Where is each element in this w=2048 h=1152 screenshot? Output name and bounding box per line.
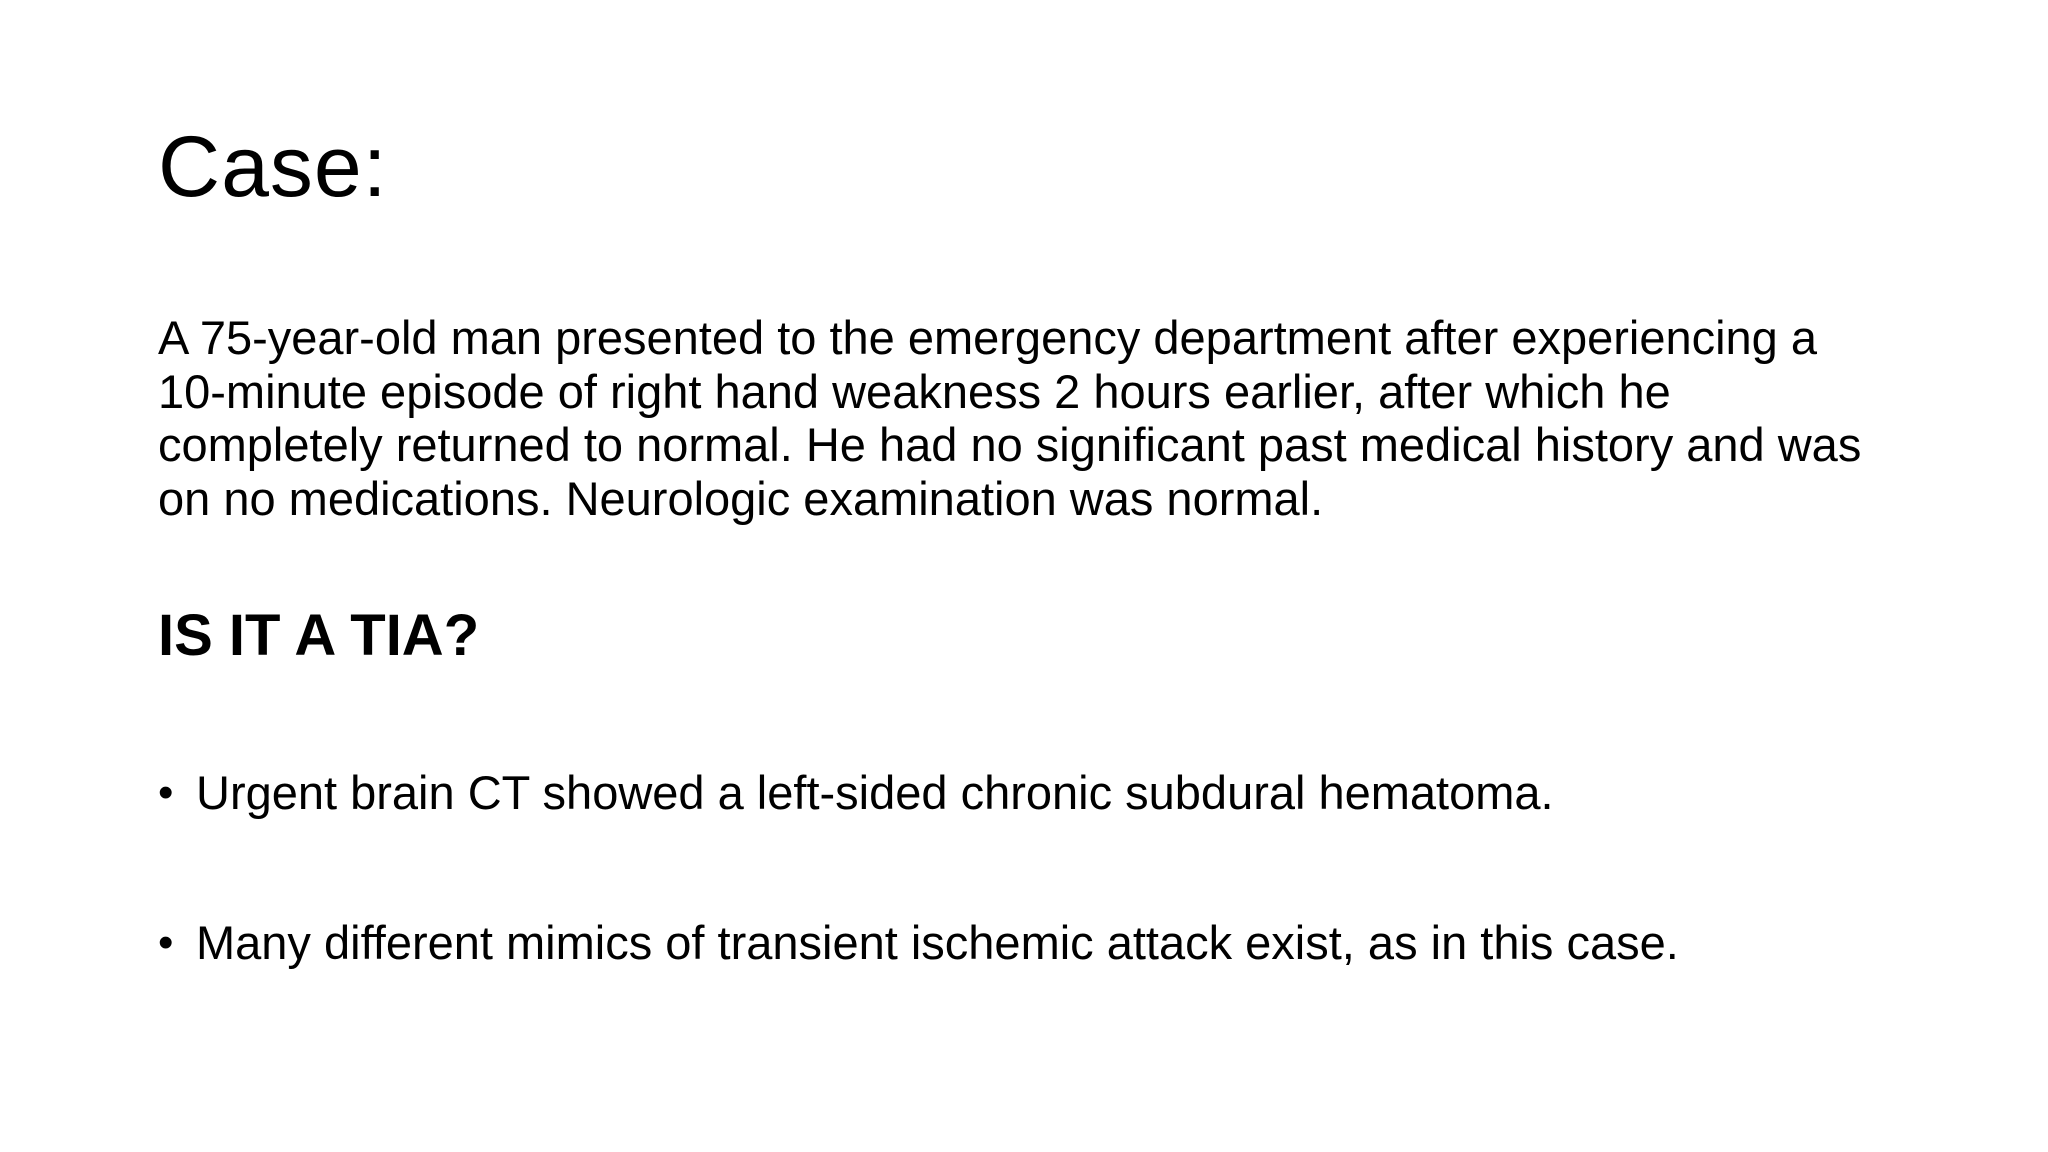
- bullet-item: [158, 765, 1958, 821]
- bullet-dot-icon: •: [158, 768, 174, 817]
- bullet-item: [158, 915, 1958, 971]
- case-description: A 75-year-old man presented to the emergency department after experiencing a 10-minute episode of right hand weakness 2 hours earlier, after which he completely returned to normal. He had no significant past medical history and was on no medications. Neurologic examination was normal.: [158, 311, 1862, 525]
- slide-title: Case:: [158, 119, 388, 215]
- question-heading: IS IT A TIA?: [158, 603, 480, 668]
- bullet-list: [158, 765, 1958, 971]
- bullet-dot-icon: •: [158, 918, 174, 967]
- bullet-text: Urgent brain CT showed a left-sided chronic subdural hematoma.: [196, 766, 1554, 819]
- bullet-text: Many different mimics of transient ischemic attack exist, as in this case.: [196, 916, 1679, 969]
